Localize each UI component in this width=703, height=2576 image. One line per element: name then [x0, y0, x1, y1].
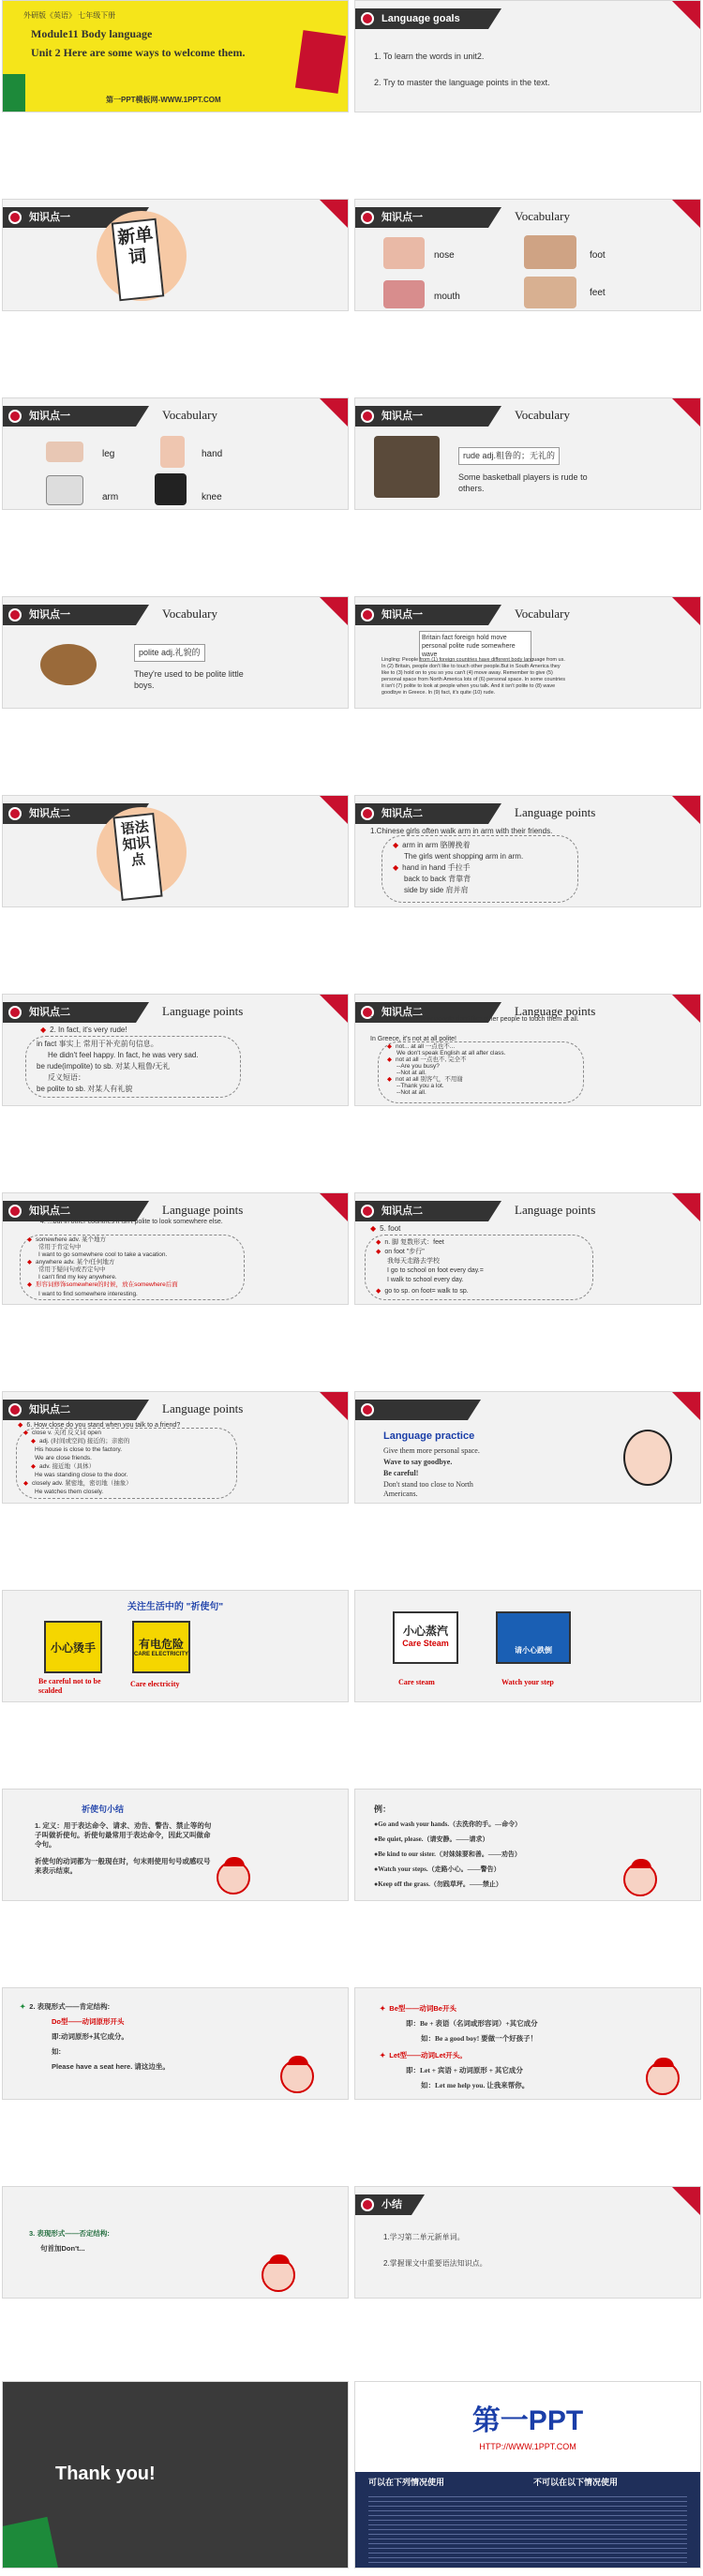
site-text: 第一PPT模板网-WWW.1PPT.COM [106, 96, 221, 104]
point-line-4: --Are you busy? [396, 1063, 440, 1070]
point-line-4: I go to school on foot every day.= [387, 1267, 484, 1274]
slide-heading: Language points [515, 1004, 596, 1018]
goal-2: 2. Try to master the language points in the text. [374, 78, 550, 87]
hand-image [160, 436, 185, 468]
summary-line-2: 2.掌握课文中重要语法知识点。 [383, 2259, 487, 2268]
corner-mark [320, 1392, 348, 1420]
corner-mark [672, 1193, 700, 1221]
diamond-icon: ◆ [387, 1076, 392, 1083]
slide-lp-1[interactable] [354, 795, 701, 907]
section-bar [355, 1400, 468, 1420]
slide-heading: Vocabulary [515, 607, 570, 621]
point-line-5: side by side 肩并肩 [404, 886, 469, 894]
word-foot: foot [590, 250, 606, 261]
point-line-4: back to back 背靠背 [404, 875, 471, 883]
corner-mark [672, 995, 700, 1023]
logo-icon [8, 608, 22, 622]
summary-line-1: 1.学习第二单元新单词。 [383, 2233, 465, 2241]
diamond-icon: ◆ [31, 1463, 36, 1470]
point-line-8: He watches them closely. [35, 1489, 104, 1495]
credits-lines [368, 2493, 687, 2564]
steam-sign: 小心蒸汽 Care Steam [393, 1611, 458, 1664]
credits-col-2: 不可以在以下情况使用 [533, 2478, 619, 2487]
point-line-3: ◆ not at all 一点也不, 完全不 [387, 1056, 467, 1063]
point-line-5: 常用于疑问句或否定句中 [38, 1266, 106, 1273]
point-line-7: --Thank you a lot. [396, 1083, 444, 1089]
cartoon-pig-image [217, 1861, 250, 1895]
section-bar: 知识点二 [3, 1002, 136, 1023]
point-line-3: His house is close to the factory. [35, 1446, 123, 1453]
summary-para-1: 1. 定义：用于表达命令、请求、劝告、警告、禁止等的句子叫做祈使句。祈使句最常用于表达命令，因此又叫做命令句。 [35, 1821, 212, 1849]
slide-lp-2[interactable] [2, 994, 349, 1106]
slide-grammar-intro[interactable] [2, 795, 349, 907]
slide-affirmative-form[interactable] [2, 1987, 349, 2100]
form-line-2: Do型——动词原形开头 [52, 2017, 125, 2026]
slide-be-let-form[interactable] [354, 1987, 701, 2100]
diamond-icon: ◆ [40, 1026, 47, 1034]
corner-mark [672, 796, 700, 824]
slide-imperative-examples[interactable] [354, 1789, 701, 1901]
point-line-5: I walk to school every day. [387, 1277, 464, 1283]
section-bar: 知识点二 [3, 1201, 136, 1221]
section-bar: 知识点二 [355, 1002, 488, 1023]
form-line-1: ✦ 2. 表现形式——肯定结构: [20, 2002, 111, 2011]
book-image [295, 30, 346, 94]
point-line-2: The girls went shopping arm in arm. [404, 852, 524, 861]
slide-negative-form[interactable] [2, 2186, 349, 2299]
point-head: 1.Chinese girls often walk arm in arm with their friends. [370, 827, 553, 835]
form-line-3: 即:动词原形+其它成分。 [52, 2032, 128, 2041]
slide-summary[interactable] [354, 2186, 701, 2299]
leg-image [46, 442, 83, 462]
book-image-2 [3, 74, 25, 112]
note-card: 新单词 [112, 218, 165, 302]
basketball-image [374, 436, 440, 498]
point-line-6: ◆ not at all 别客气，不用谢 [387, 1076, 463, 1083]
example-sentence: They're used to be polite little boys. [134, 669, 244, 690]
diamond-icon: ◆ [393, 863, 399, 872]
slide-heading: Language points [162, 1401, 244, 1415]
point-line-1: in fact 事实上 常用于补充前句信息。 [37, 1040, 158, 1048]
section-bar: 知识点一 [355, 207, 488, 228]
logo-icon [361, 211, 374, 224]
word-label: polite adj.礼貌的 [134, 644, 205, 662]
point-head: ◆ 2. In fact, it's very rude! [40, 1026, 127, 1034]
cartoon-girl-image [623, 1430, 672, 1486]
logo-icon [361, 12, 374, 25]
point-line-7: ◆ 形容词修饰somewhere的时候，放在somewhere后面 [27, 1281, 178, 1288]
corner-mark [320, 597, 348, 625]
slide-language-goals[interactable] [354, 0, 701, 112]
diamond-icon: ◆ [376, 1288, 381, 1295]
form-line-3: 如：Be a good boy! 要做一个好孩子！ [421, 2034, 538, 2043]
example-4: ●Watch your steps.（走路小心。——警告） [374, 1865, 501, 1873]
section-bar: 知识点一 [3, 605, 136, 625]
diamond-icon: ◆ [376, 1249, 381, 1255]
form-line-2: 句首加Don't... [40, 2244, 85, 2253]
point-line-2: We don't speak English at all after class. [396, 1050, 506, 1056]
slide-lp-4[interactable] [2, 1192, 349, 1305]
form-line-5: Please have a seat here. 请这边坐。 [52, 2062, 170, 2071]
diamond-icon: ✦ [380, 2051, 386, 2059]
form-line-2: 即：Be + 表语（名词或形容词）+其它成分 [406, 2019, 538, 2028]
cartoon-pig-image [262, 2258, 295, 2292]
example-3: ●Be kind to our sister.（对妹妹要和善。——劝告） [374, 1850, 521, 1858]
diamond-icon: ◆ [18, 1422, 23, 1429]
module-title: Module11 Body language [31, 27, 153, 40]
summary-title: 祈使句小结 [82, 1805, 125, 1814]
slide-lp-3[interactable] [354, 994, 701, 1106]
point-line-4: ◆ anywhere adv. 某个/任何地方 [27, 1259, 115, 1266]
point-head: 4. ...but in other countries it isn't polite to look somewhere else. [40, 1219, 223, 1225]
brand-url: HTTP://WWW.1PPT.COM [479, 2442, 576, 2451]
exercise-passage: Lingling: People from (1) foreign countries have different body language from us. In (2) Britain, people don't like to touch other people.But in South America they like to (3) hold on to you so you can't (4) move away. Remember to give (5) personal space from North America lots of (6) personal space. In some countries it isn't (7) polite to look at people when you talk. And it isn't polite to (8) wave goodbye in Greece. In (9) fact, it's quite (10) rude. [381, 657, 565, 696]
word-nose: nose [434, 250, 455, 261]
section-bar: 知识点一 [355, 605, 488, 625]
section-bar: 知识点二 [3, 1400, 136, 1420]
slide-heading: Vocabulary [515, 209, 570, 223]
point-line-4: We are close friends. [35, 1455, 92, 1461]
diamond-icon: ◆ [27, 1236, 32, 1243]
electricity-sign: 有电危险 CARE ELECTRICITY [132, 1621, 190, 1673]
point-head-2: In Greece, it's not at all polite! [370, 1036, 456, 1042]
caption-2: Watch your step [501, 1678, 554, 1686]
point-line-2: ◆ adj. (时间或空间) 接近的；亲密的 [31, 1438, 130, 1445]
practice-line-1: Give them more personal space. [383, 1446, 480, 1455]
slide-lp-5[interactable] [354, 1192, 701, 1305]
point-line-7: ◆ closely adv. 紧密地，密切地（抽象） [23, 1480, 132, 1487]
point-line-1: ◆ arm in arm 胳膊挽着 [393, 841, 471, 849]
form-line-5: 即：Let + 宾语 + 动词原形 + 其它成分 [406, 2066, 523, 2074]
point-line-2: ◆ on foot "步行" [376, 1249, 425, 1255]
corner-mark [672, 597, 700, 625]
point-line-8: I want to find somewhere interesting. [38, 1291, 138, 1297]
foot-image [524, 235, 576, 269]
credits-col-1: 可以在下列情况使用 [368, 2478, 445, 2487]
slide-vocab-polite[interactable] [2, 596, 349, 709]
slide-heading: Vocabulary [515, 408, 570, 422]
word-feet: feet [590, 288, 606, 298]
slide-heading: Vocabulary [162, 607, 217, 621]
point-head: 3. But in Britain many people don't like other people to touch them at all. [370, 1016, 579, 1023]
word-leg: leg [102, 449, 115, 459]
logo-icon [361, 2198, 374, 2211]
corner-mark [320, 398, 348, 427]
arm-image [46, 475, 83, 505]
point-line-8: --Not at all. [396, 1089, 426, 1096]
point-line-3: be rude(impolite) to sb. 对某人粗鲁/无礼 [37, 1062, 171, 1071]
section-bar: 小结 [355, 2194, 411, 2215]
slide-thank-you[interactable] [2, 2381, 349, 2569]
cartoon-pig-image [623, 1863, 657, 1896]
example-sentence: Some basketball players is rude to others. [458, 472, 588, 493]
corner-mark [672, 2187, 700, 2215]
diamond-icon: ◆ [370, 1224, 377, 1233]
form-line-1: 3. 表现形式——否定结构: [29, 2229, 110, 2238]
goal-1: 1. To learn the words in unit2. [374, 52, 485, 61]
section-bar: 知识点一 [355, 406, 488, 427]
diamond-icon: ◆ [23, 1430, 28, 1436]
cartoon-pig-image [646, 2061, 680, 2095]
unit-title: Unit 2 Here are some ways to welcome them. [31, 46, 246, 59]
diamond-icon: ✦ [20, 2002, 26, 2011]
logo-icon [361, 1403, 374, 1416]
point-line-1: ◆ n. 脚 复数形式：feet [376, 1239, 444, 1246]
diamond-icon: ◆ [27, 1281, 32, 1288]
diamond-icon: ◆ [23, 1480, 28, 1487]
diamond-icon: ✦ [380, 2004, 386, 2013]
point-line-5: be polite to sb. 对某人有礼貌 [37, 1085, 133, 1093]
signs-title: 关注生活中的 "祈使句" [127, 1602, 224, 1612]
point-line-6: ◆ go to sp. on foot= walk to sp. [376, 1288, 469, 1295]
corner-mark [672, 200, 700, 228]
corner-mark [320, 995, 348, 1023]
slide-vocab-exercise[interactable] [354, 596, 701, 709]
point-line-4: 反义短语： [48, 1073, 85, 1082]
boys-image [40, 644, 97, 685]
diamond-icon: ◆ [376, 1239, 381, 1246]
slide-imperative-summary[interactable] [2, 1789, 349, 1901]
point-line-2: He didn't feel happy. In fact, he was very sad. [48, 1051, 199, 1059]
point-line-3: I want to go somewhere cool to take a vacation. [38, 1251, 168, 1258]
form-line-4: 如: [52, 2047, 61, 2056]
hot-hand-sign: 小心烫手 [44, 1621, 102, 1673]
practice-line-3: Be careful! [383, 1469, 419, 1477]
logo-icon [361, 807, 374, 820]
point-line-1: ◆ close v. 关闭 反义词 open [23, 1430, 101, 1436]
practice-title: Language practice [383, 1430, 475, 1442]
slide-credits[interactable] [354, 2381, 701, 2569]
examples-head: 例： [374, 1805, 392, 1814]
cartoon-pig-image [280, 2059, 314, 2093]
section-bar: 知识点二 [355, 803, 488, 824]
logo-icon [361, 410, 374, 423]
point-line-5: ◆ adv. 接近地（具体） [31, 1463, 96, 1470]
publisher-text: 外研版《英语》 七年级下册 [23, 11, 116, 20]
mouth-image [383, 280, 425, 308]
slide-title[interactable] [2, 0, 349, 112]
caption-1: Be careful not to be scalded [38, 1677, 101, 1695]
summary-para-2: 祈使句的动词都为一般现在时，句末则使用句号或感叹号来表示结束。 [35, 1857, 211, 1875]
diamond-icon: ◆ [393, 841, 399, 849]
slide-imperative-signs-1[interactable] [2, 1590, 349, 1702]
logo-icon [8, 410, 22, 423]
brand-logo: 第一PPT [471, 2405, 584, 2436]
example-2: ●Be quiet, please.（请安静。——请求） [374, 1835, 489, 1843]
slide-vocab-face[interactable] [354, 199, 701, 311]
thanks-text: Thank you! [55, 2464, 156, 2484]
logo-icon [8, 1403, 22, 1416]
form-line-1: ✦ Be型——动词Be开头 [380, 2004, 456, 2013]
logo-icon [361, 1205, 374, 1218]
slide-heading: Language points [515, 805, 596, 819]
word-mouth: mouth [434, 292, 460, 302]
word-hand: hand [202, 449, 223, 459]
practice-line-4: Don't stand too close to North Americans. [383, 1480, 473, 1498]
slide-heading: Vocabulary [162, 408, 217, 422]
point-line-2: 常用于肯定句中 [38, 1244, 82, 1251]
logo-icon [8, 211, 22, 224]
word-box: Britain fact foreign hold move personal polite rude somewhere wave [419, 631, 531, 662]
form-line-6: 如：Let me help you. 让我来帮你。 [421, 2081, 530, 2089]
section-bar: Language goals [355, 8, 488, 29]
slide-new-words[interactable] [2, 199, 349, 311]
slide-language-practice[interactable] [354, 1391, 701, 1504]
watch-step-sign: 请小心跌倒 [496, 1611, 571, 1664]
section-bar: 知识点一 [3, 406, 136, 427]
point-line-5: --Not at all. [396, 1070, 426, 1076]
diamond-icon: ◆ [387, 1043, 392, 1050]
book-image [2, 2517, 59, 2569]
note-card: 语法知识点 [112, 813, 162, 901]
point-head: ◆ 5. foot [370, 1224, 401, 1233]
nose-image [383, 237, 425, 269]
example-5: ●Keep off the grass.（勿践草坪。——禁止） [374, 1880, 502, 1888]
slide-heading: Language points [162, 1004, 244, 1018]
section-bar: 知识点一 [3, 207, 136, 228]
logo-icon [361, 608, 374, 622]
slide-vocab-limbs[interactable] [2, 397, 349, 510]
section-bar: 知识点二 [3, 803, 136, 824]
point-line-3: 我每天走路去学校 [387, 1258, 440, 1265]
section-bar: 知识点二 [355, 1201, 488, 1221]
slide-lp-6[interactable] [2, 1391, 349, 1504]
diamond-icon: ◆ [27, 1259, 32, 1266]
point-line-6: I can't find my key anywhere. [38, 1274, 117, 1281]
point-line-3: ◆ hand in hand 手拉手 [393, 863, 471, 872]
feet-image [524, 277, 576, 308]
slide-heading: Language points [515, 1203, 596, 1217]
logo-icon [8, 1006, 22, 1019]
point-line-6: He was standing close to the door. [35, 1472, 128, 1478]
slide-heading: Language points [162, 1203, 244, 1217]
point-line-1: ◆ not... at all 一点也不... [387, 1043, 456, 1050]
caption-2: Care electricity [130, 1680, 180, 1688]
diamond-icon: ◆ [387, 1056, 392, 1063]
diamond-icon: ◆ [31, 1438, 36, 1445]
practice-line-2: Wave to say goodbye. [383, 1458, 453, 1466]
form-line-4: ✦ Let型——动词Let开头。 [380, 2051, 467, 2059]
logo-icon [8, 1205, 22, 1218]
point-line-1: ◆ somewhere adv. 某个地方 [27, 1236, 107, 1243]
example-1: ●Go and wash your hands.（去洗你的手。—命令） [374, 1820, 522, 1828]
word-label: rude adj.粗鲁的；无礼的 [458, 447, 560, 465]
corner-mark [320, 200, 348, 228]
word-knee: knee [202, 492, 222, 502]
corner-mark [672, 1, 700, 29]
slide-imperative-signs-2[interactable] [354, 1590, 701, 1702]
knee-image [155, 473, 187, 505]
point-head: ◆ 6. How close do you stand when you talk to a friend? [18, 1422, 181, 1429]
corner-mark [320, 1193, 348, 1221]
corner-mark [672, 1392, 700, 1420]
caption-1: Care steam [398, 1678, 435, 1686]
logo-icon [8, 807, 22, 820]
corner-mark [320, 796, 348, 824]
word-arm: arm [102, 492, 119, 502]
slide-vocab-rude[interactable] [354, 397, 701, 510]
corner-mark [672, 398, 700, 427]
